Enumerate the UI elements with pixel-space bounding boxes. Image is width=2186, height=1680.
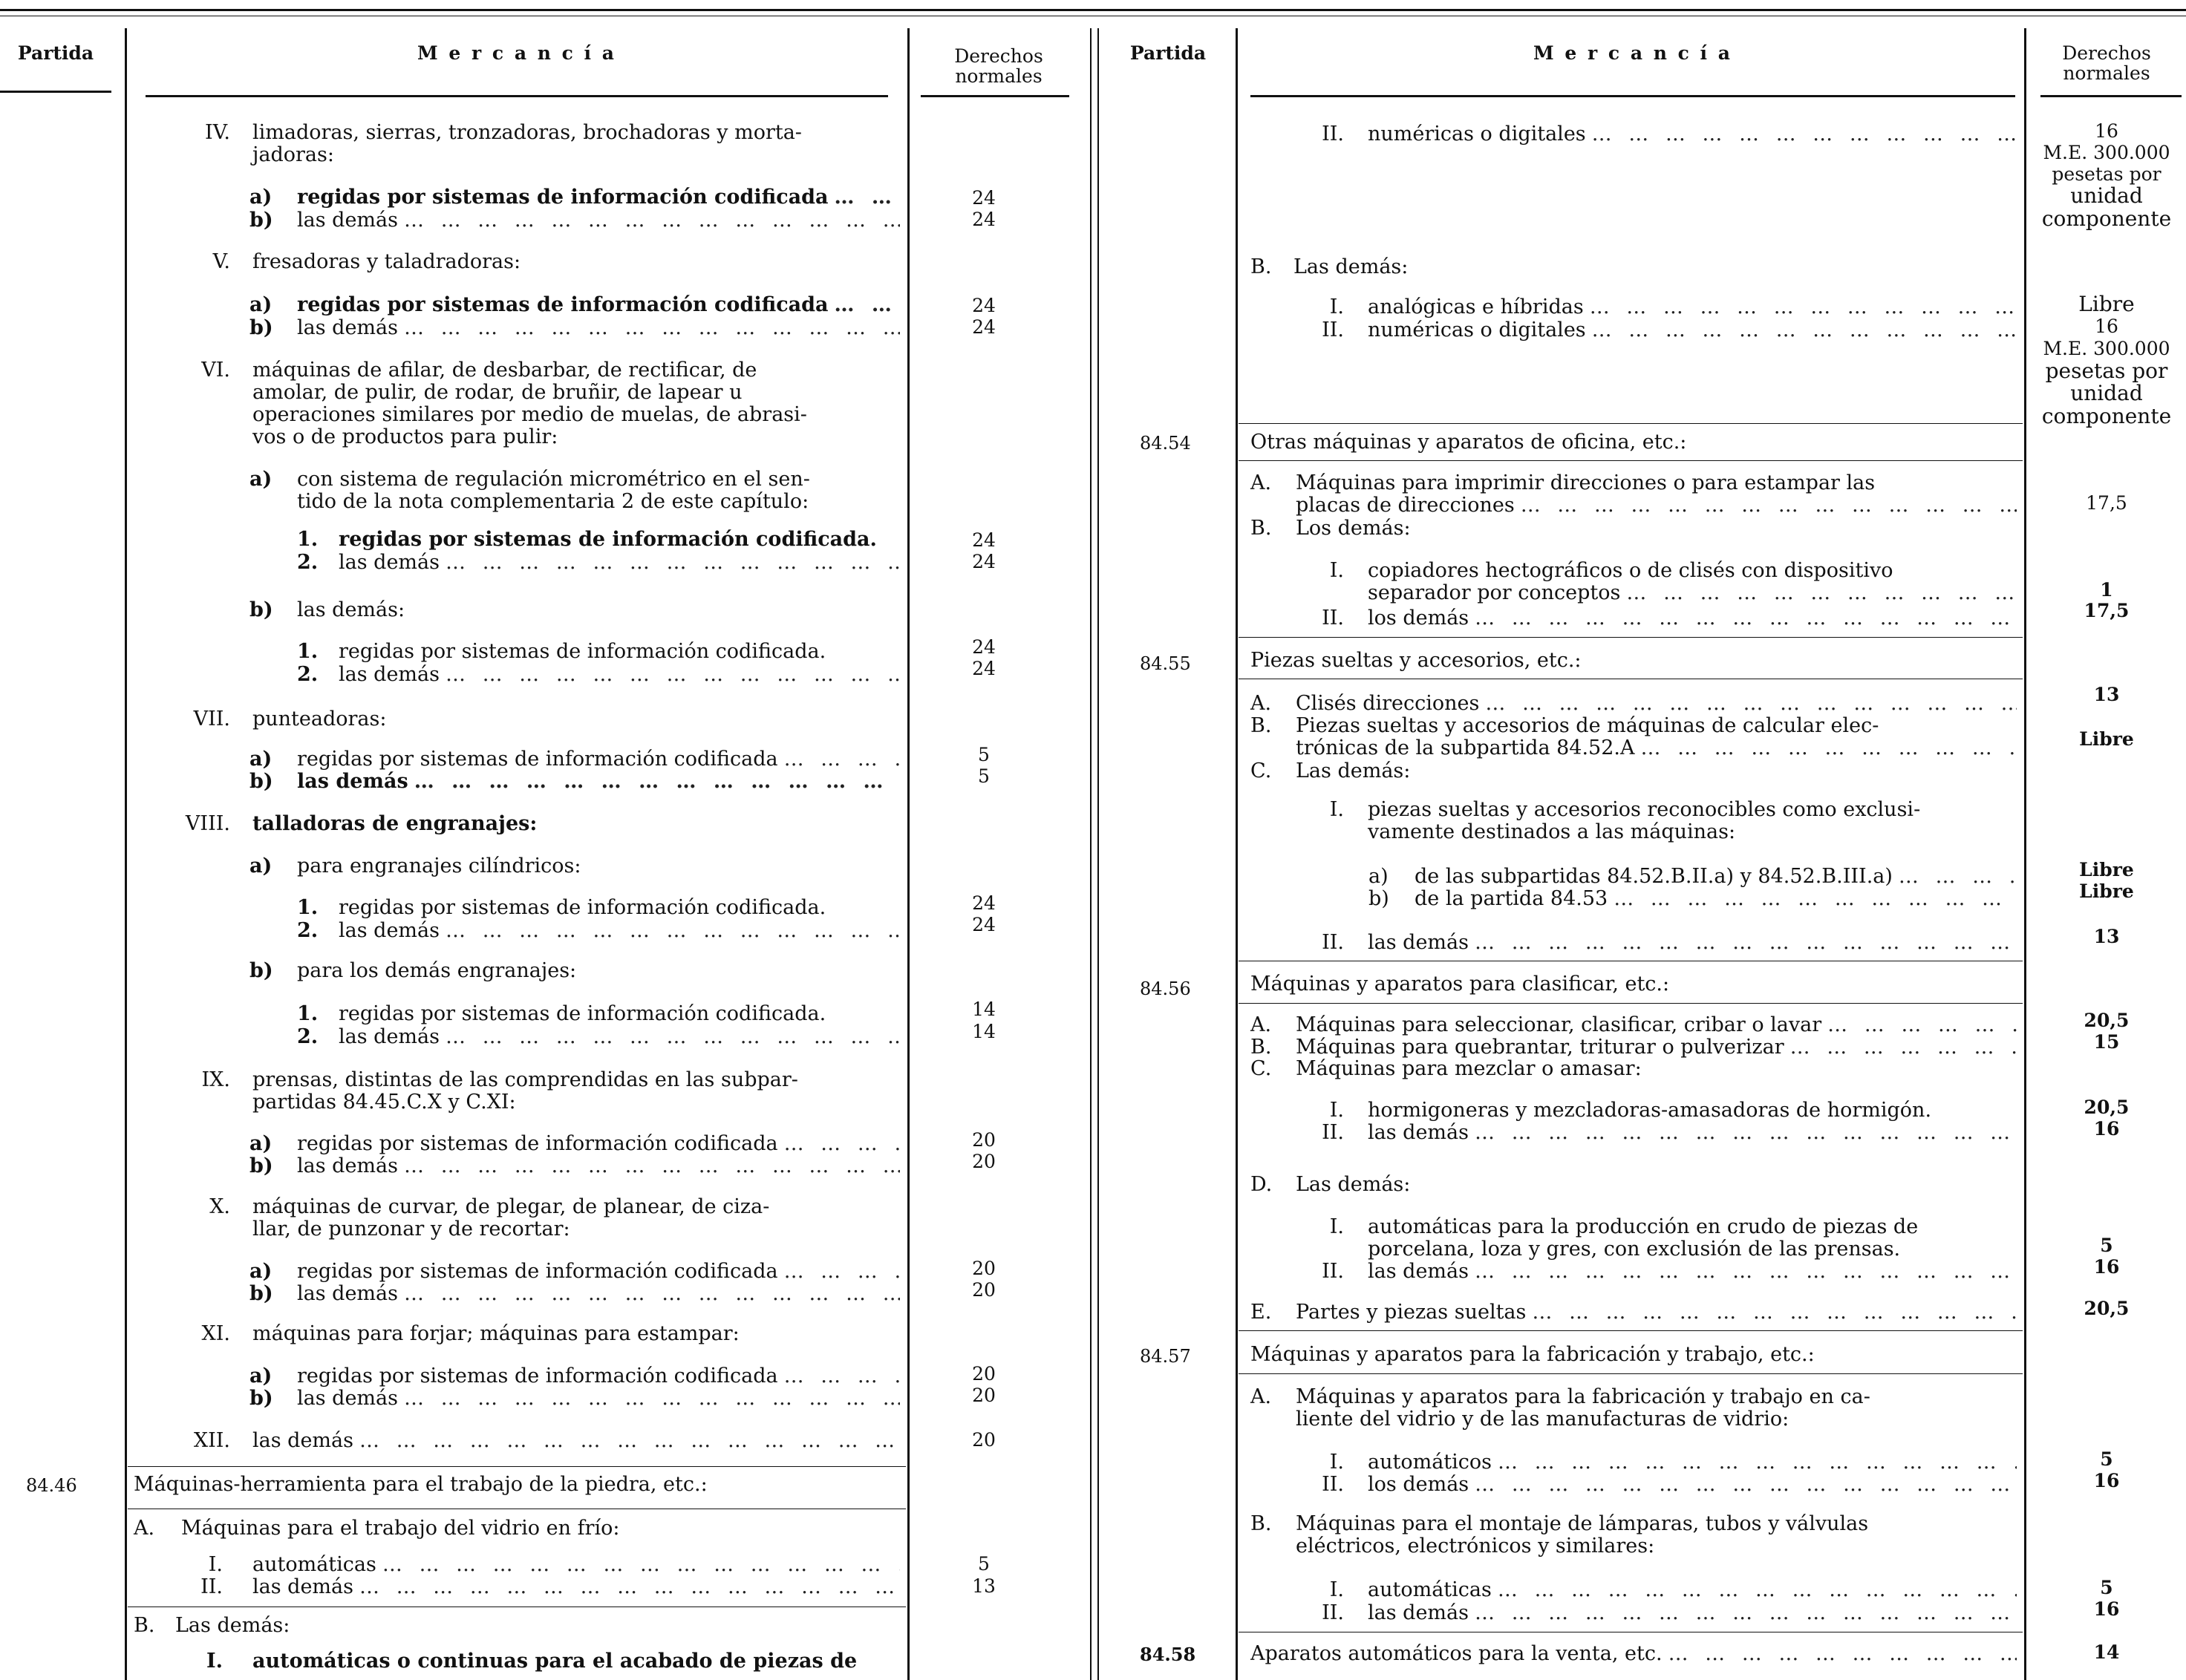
item-text: vos o de productos para pulir: [252,425,558,448]
item-text: Piezas sueltas y accesorios, etc.: [1250,649,1582,672]
item-text: regidas por sistemas de información codificada [297,186,829,209]
header-underline [0,91,111,93]
item-text: amolar, de pulir, de rodar, de bruñir, de lapear u [252,381,743,404]
header-underline [146,95,888,97]
partida-code: 84.54 [1140,433,1191,454]
leader-row [1368,607,2017,630]
rate: 16 [2093,1470,2120,1491]
leader-row [1368,318,2017,341]
leader-row [339,919,900,942]
roman-label: XII. [193,1429,230,1452]
leader-row [1296,1013,2017,1036]
item-text: separador por conceptos [1368,581,1621,604]
leader-row [297,316,900,339]
item-text: Máquinas para quebrantar, triturar o pulverizar [1296,1036,1784,1059]
letter-label: A. [134,1517,155,1540]
rate: M.E. 300.000 [2043,142,2170,163]
item-text: regidas por sistemas de información codificada [297,1132,778,1155]
sub-label: a) [249,748,273,771]
item-text: automáticos [1368,1451,1492,1474]
item-text: con sistema de regulación micrométrico en el sen- [297,468,810,491]
item-text: las demás [1368,1260,1469,1283]
item-text: porcelana, loza y gres, con exclusión de las prensas. [1368,1238,1901,1261]
sub-label: b) [249,1154,273,1177]
num-label: 1. [297,896,319,919]
item-text: regidas por sistemas de información codificada. [339,1002,826,1025]
rate: M.E. 300.000 [2043,338,2170,359]
roman-label: II. [1322,318,1344,341]
rate: 17,5 [2086,492,2127,514]
letter-label: A. [1250,471,1272,494]
item-text: los demás [1368,607,1469,630]
header-partida: Partida [17,42,94,64]
row-separator [1239,423,2023,424]
leader-row [297,748,900,771]
sub-label: b) [249,316,273,339]
item-text: Máquinas-herramienta para el trabajo de la piedra, etc.: [134,1473,708,1496]
col-divider [125,28,127,1680]
item-text: máquinas de afilar, de desbarbar, de rectificar, de [252,359,757,382]
sub-label: b) [249,598,273,621]
leader-row [1368,1578,2017,1601]
item-text: las demás [297,1154,398,1177]
rate: 14 [2093,1641,2120,1663]
roman-label: II. [1322,1473,1344,1496]
rate: 17,5 [2084,600,2130,621]
rate: 20 [972,1151,996,1172]
item-text: regidas por sistemas de información codificada. [339,528,877,551]
leader-row [297,209,900,232]
item-text: Las demás: [1296,1173,1411,1196]
sub-label: a) [1368,865,1389,888]
roman-label: I. [1329,1215,1344,1238]
roman-label: I. [1329,1451,1344,1474]
item-text: regidas por sistemas de información codificada [297,1260,778,1283]
roman-label: I. [206,1650,223,1673]
sub-label: b) [249,959,273,982]
leader-row [339,663,900,686]
letter-label: D. [1250,1173,1273,1196]
leader-row [252,1575,900,1598]
leader-row [297,1260,900,1283]
roman-label: II. [1322,607,1344,630]
letter-label: C. [1250,1057,1272,1080]
roman-label: I. [1329,1578,1344,1601]
rate: 16 [2095,120,2118,142]
rate: 14 [972,998,996,1020]
rate: 24 [972,316,996,338]
item-text: Aparatos automáticos para la venta, etc. [1250,1642,1663,1665]
item-text: automáticas [1368,1578,1492,1601]
rate: 20 [972,1385,996,1406]
leader-row [297,1282,900,1305]
roman-label: I. [1329,1099,1344,1122]
item-text: las demás [297,1282,398,1305]
item-text: de las subpartidas 84.52.B.II.a) y 84.52.B.III.a) [1415,865,1893,888]
item-text: Otras máquinas y aparatos de oficina, etc.: [1250,431,1687,454]
row-separator [1239,460,2023,461]
item-text: fresadoras y taladradoras: [252,250,521,273]
item-text: punteadoras: [252,707,387,730]
roman-label: I. [1329,295,1344,318]
item-text: eléctricos, electrónicos y similares: [1296,1534,1655,1558]
item-text: las demás: [297,598,405,621]
leader-row [252,1553,900,1576]
header-derechos: Derechos normales [954,45,1043,87]
sub-label: b) [1368,887,1389,910]
item-text: las demás [1368,1121,1469,1144]
leader-row [1296,1036,2017,1059]
item-text: trónicas de la subpartida 84.52.A [1296,736,1635,759]
roman-label: II. [200,1575,223,1598]
sub-label: b) [249,1387,273,1410]
rate: 24 [972,914,996,935]
rate: 16 [2093,1598,2120,1620]
item-text: automáticas para la producción en crudo de piezas de [1368,1215,1919,1238]
roman-label: IX. [201,1068,230,1091]
item-text: las demás [1368,931,1469,954]
rate: 13 [2093,684,2120,705]
partida-code: 84.46 [26,1475,77,1496]
rate: 20,5 [2084,1096,2130,1118]
letter-label: A. [1250,1385,1272,1408]
item-text: regidas por sistemas de información codificada. [339,896,826,919]
partida-code: 84.55 [1140,653,1191,674]
rate: 24 [972,892,996,914]
leader-row [1296,494,2017,517]
item-text: regidas por sistemas de información codificada [297,293,829,316]
rate: 20 [972,1363,996,1385]
leader-row [1368,1260,2017,1283]
leader-row [297,1132,900,1155]
item-text: liente del vidrio y de las manufacturas de vidrio: [1296,1408,1789,1431]
rate: 16 [2093,1118,2120,1140]
rate: 24 [972,187,996,209]
item-text: las demás [297,209,398,232]
item-text: llar, de punzonar y de recortar: [252,1217,570,1241]
sub-label: a) [249,186,273,209]
item-text: placas de direcciones [1296,494,1515,517]
rate: componente [2041,404,2172,428]
num-label: 2. [297,663,319,686]
letter-label: C. [1250,759,1272,782]
roman-label: XI. [201,1322,230,1345]
rate: unidad [2070,183,2143,208]
leader-row [297,1364,900,1388]
rate: 24 [972,658,996,679]
item-text: de la partida 84.53 [1415,887,1608,910]
roman-label: II. [1322,1121,1344,1144]
rate: 20 [972,1429,996,1451]
item-text: las demás [339,551,440,574]
item-text: numéricas o digitales [1368,122,1586,146]
item-text: para engranajes cilíndricos: [297,854,581,877]
item-text: Las demás: [1293,255,1409,278]
leader-row [1368,295,2017,318]
leader-row [1368,581,2017,604]
letter-label: E. [1250,1301,1272,1324]
rate: 16 [2095,316,2118,337]
item-text: analógicas e híbridas [1368,295,1584,318]
roman-label: V. [212,250,230,273]
rate: 16 [2093,1256,2120,1278]
item-text: los demás [1368,1473,1469,1496]
rate: 20 [972,1258,996,1279]
item-text: Clisés direcciones [1296,692,1480,715]
rate: 24 [972,529,996,551]
rate: 24 [972,551,996,572]
rate: 24 [972,209,996,230]
leader-row [1368,1601,2017,1624]
header-mercancia: M e r c a n c í a [417,42,616,64]
partida-code: 84.57 [1140,1346,1191,1367]
leader-row [1368,122,2017,146]
item-text: las demás [297,1387,398,1410]
item-text: Máquinas y aparatos para la fabricación y trabajo, etc.: [1250,1343,1815,1366]
header-underline [921,95,1069,97]
rate: 5 [978,744,990,765]
rate: Libre [2079,859,2134,880]
item-text: Las demás: [175,1614,290,1637]
letter-label: A. [1250,692,1272,715]
leader-row [1415,887,2017,910]
rate: 5 [2100,1235,2113,1256]
rate: 20,5 [2084,1298,2130,1319]
leader-row [252,1429,900,1452]
header-mercancia: M e r c a n c í a [1533,42,1732,64]
leader-row [297,186,900,209]
leader-row [297,770,900,793]
rate: 5 [978,1553,990,1575]
rate: unidad [2070,381,2143,405]
item-text: automáticas [252,1553,376,1576]
rate: 13 [972,1575,996,1597]
roman-label: II. [1322,1601,1344,1624]
item-text: regidas por sistemas de información codificada. [339,640,826,663]
item-text: hormigoneras y mezcladoras-amasadoras de hormigón. [1368,1099,1932,1122]
sub-label: b) [249,1282,273,1305]
roman-label: II. [1322,1260,1344,1283]
item-text: vamente destinados a las máquinas: [1368,820,1736,843]
sub-label: b) [249,770,273,793]
item-text: las demás [252,1429,353,1452]
roman-label: I. [208,1553,223,1576]
item-text: Partes y piezas sueltas [1296,1301,1527,1324]
leader-row [1296,692,2017,715]
row-separator [1239,1330,2023,1331]
num-label: 2. [297,919,319,942]
item-text: las demás [339,919,440,942]
item-text: jadoras: [252,143,334,166]
row-separator [1239,637,2023,638]
rate: Libre [2078,292,2135,316]
item-text: Los demás: [1296,517,1411,540]
item-text: máquinas para forjar; máquinas para estampar: [252,1322,740,1345]
item-text: Máquinas para el trabajo del vidrio en frío: [181,1517,620,1540]
sub-label: b) [249,209,273,232]
header-derechos: Derechos normales [2062,42,2151,84]
item-text: prensas, distintas de las comprendidas en las subpar- [252,1068,798,1091]
letter-label: B. [1250,1036,1272,1059]
header-underline [2040,95,2182,97]
center-divider [1097,28,1099,1680]
rate: componente [2041,206,2172,231]
row-separator [1239,1373,2023,1374]
header-partida: Partida [1129,42,1207,64]
item-text: regidas por sistemas de información codificada [297,748,778,771]
roman-label: X. [209,1195,230,1218]
row-separator [1239,1003,2023,1004]
leader-row [1368,1473,2017,1496]
rate: 13 [2093,926,2120,947]
item-text: regidas por sistemas de información codificada [297,1364,778,1388]
rate: 20,5 [2084,1010,2130,1031]
roman-label: II. [1322,122,1344,146]
letter-label: A. [1250,1013,1272,1036]
leader-row [1368,931,2017,954]
leader-row [339,551,900,574]
rate: pesetas por [2045,359,2168,383]
sub-label: a) [249,293,273,316]
num-label: 2. [297,1025,319,1048]
rate: 14 [972,1021,996,1042]
item-text: las demás [339,1025,440,1048]
roman-label: I. [1329,798,1344,821]
sub-label: a) [249,1132,273,1155]
item-text: operaciones similares por medio de muelas, de abrasi- [252,403,807,426]
item-text: numéricas o digitales [1368,318,1586,341]
item-text: tido de la nota complementaria 2 de este capítulo: [297,490,809,513]
item-text: las demás [297,316,398,339]
rate: Libre [2079,880,2134,902]
num-label: 1. [297,528,319,551]
col-divider [907,28,910,1680]
item-text: las demás [339,663,440,686]
item-text: automáticas o continuas para el acabado de piezas de [252,1650,858,1673]
leader-row [1250,1642,2017,1665]
num-label: 2. [297,551,319,574]
sub-label: a) [249,1260,273,1283]
rate: 24 [972,636,996,658]
item-text: Máquinas y aparatos para la fabricación y trabajo en ca- [1296,1385,1870,1408]
item-text: piezas sueltas y accesorios reconocibles como exclusi- [1368,798,1921,821]
item-text: máquinas de curvar, de plegar, de planear, de ciza- [252,1195,770,1218]
col-divider [2024,28,2026,1680]
item-text: Máquinas para el montaje de lámparas, tubos y válvulas [1296,1512,1869,1535]
item-text: Máquinas para seleccionar, clasificar, cribar o lavar [1296,1013,1822,1036]
rate: 20 [972,1279,996,1301]
num-label: 1. [297,1002,319,1025]
leader-row [339,1025,900,1048]
letter-label: B. [1250,517,1272,540]
item-text: Máquinas y aparatos para clasificar, etc.: [1250,973,1670,996]
sub-label: a) [249,854,273,877]
leader-row [1368,1121,2017,1144]
leader-row [1415,865,2017,888]
item-text: las demás [252,1575,353,1598]
item-text: copiadores hectográficos o de clisés con dispositivo [1368,559,1893,582]
leader-row [1368,1451,2017,1474]
rate: pesetas por [2052,163,2161,185]
rate: 5 [2100,1448,2113,1470]
rate: 5 [2100,1577,2113,1598]
leader-row [1296,736,2017,759]
item-text: Las demás: [1296,759,1411,782]
roman-label: IV. [204,121,230,144]
letter-label: B. [1250,714,1272,737]
rate: 1 [2100,579,2113,601]
letter-label: B. [134,1614,155,1637]
item-text: las demás [1368,1601,1469,1624]
item-text: limadoras, sierras, tronzadoras, brochadoras y morta- [252,121,802,144]
sub-label: a) [249,1364,273,1388]
item-text: Máquinas para mezclar o amasar: [1296,1057,1642,1080]
col-divider [1236,28,1238,1680]
leader-row [297,1154,900,1177]
roman-label: I. [1329,559,1344,582]
item-text: Máquinas para imprimir direcciones o para estampar las [1296,471,1876,494]
sub-label: a) [249,468,273,491]
item-text: partidas 84.45.C.X y C.XI: [252,1091,516,1114]
num-label: 1. [297,640,319,663]
rate: 24 [972,295,996,316]
roman-label: II. [1322,931,1344,954]
roman-label: VI. [201,359,230,382]
top-rule [0,9,2186,11]
roman-label: VII. [193,707,230,730]
letter-label: B. [1250,255,1272,278]
item-text: talladoras de engranajes: [252,812,538,835]
letter-label: B. [1250,1512,1272,1535]
item-text: para los demás engranajes: [297,959,577,982]
item-text: Piezas sueltas y accesorios de máquinas de calcular elec- [1296,714,1879,737]
partida-code: 84.56 [1140,978,1191,999]
header-underline [1250,95,2015,97]
item-text: las demás [297,770,408,793]
row-separator [128,1466,906,1467]
rate: 5 [978,765,990,787]
rate: Libre [2079,728,2134,750]
leader-row [1296,1301,2017,1324]
center-divider [1090,28,1092,1680]
rate: 15 [2093,1031,2120,1053]
rate: 20 [972,1129,996,1151]
leader-row [297,293,900,316]
partida-code: 84.58 [1140,1644,1196,1665]
roman-label: VIII. [185,812,230,835]
leader-row [297,1387,900,1410]
